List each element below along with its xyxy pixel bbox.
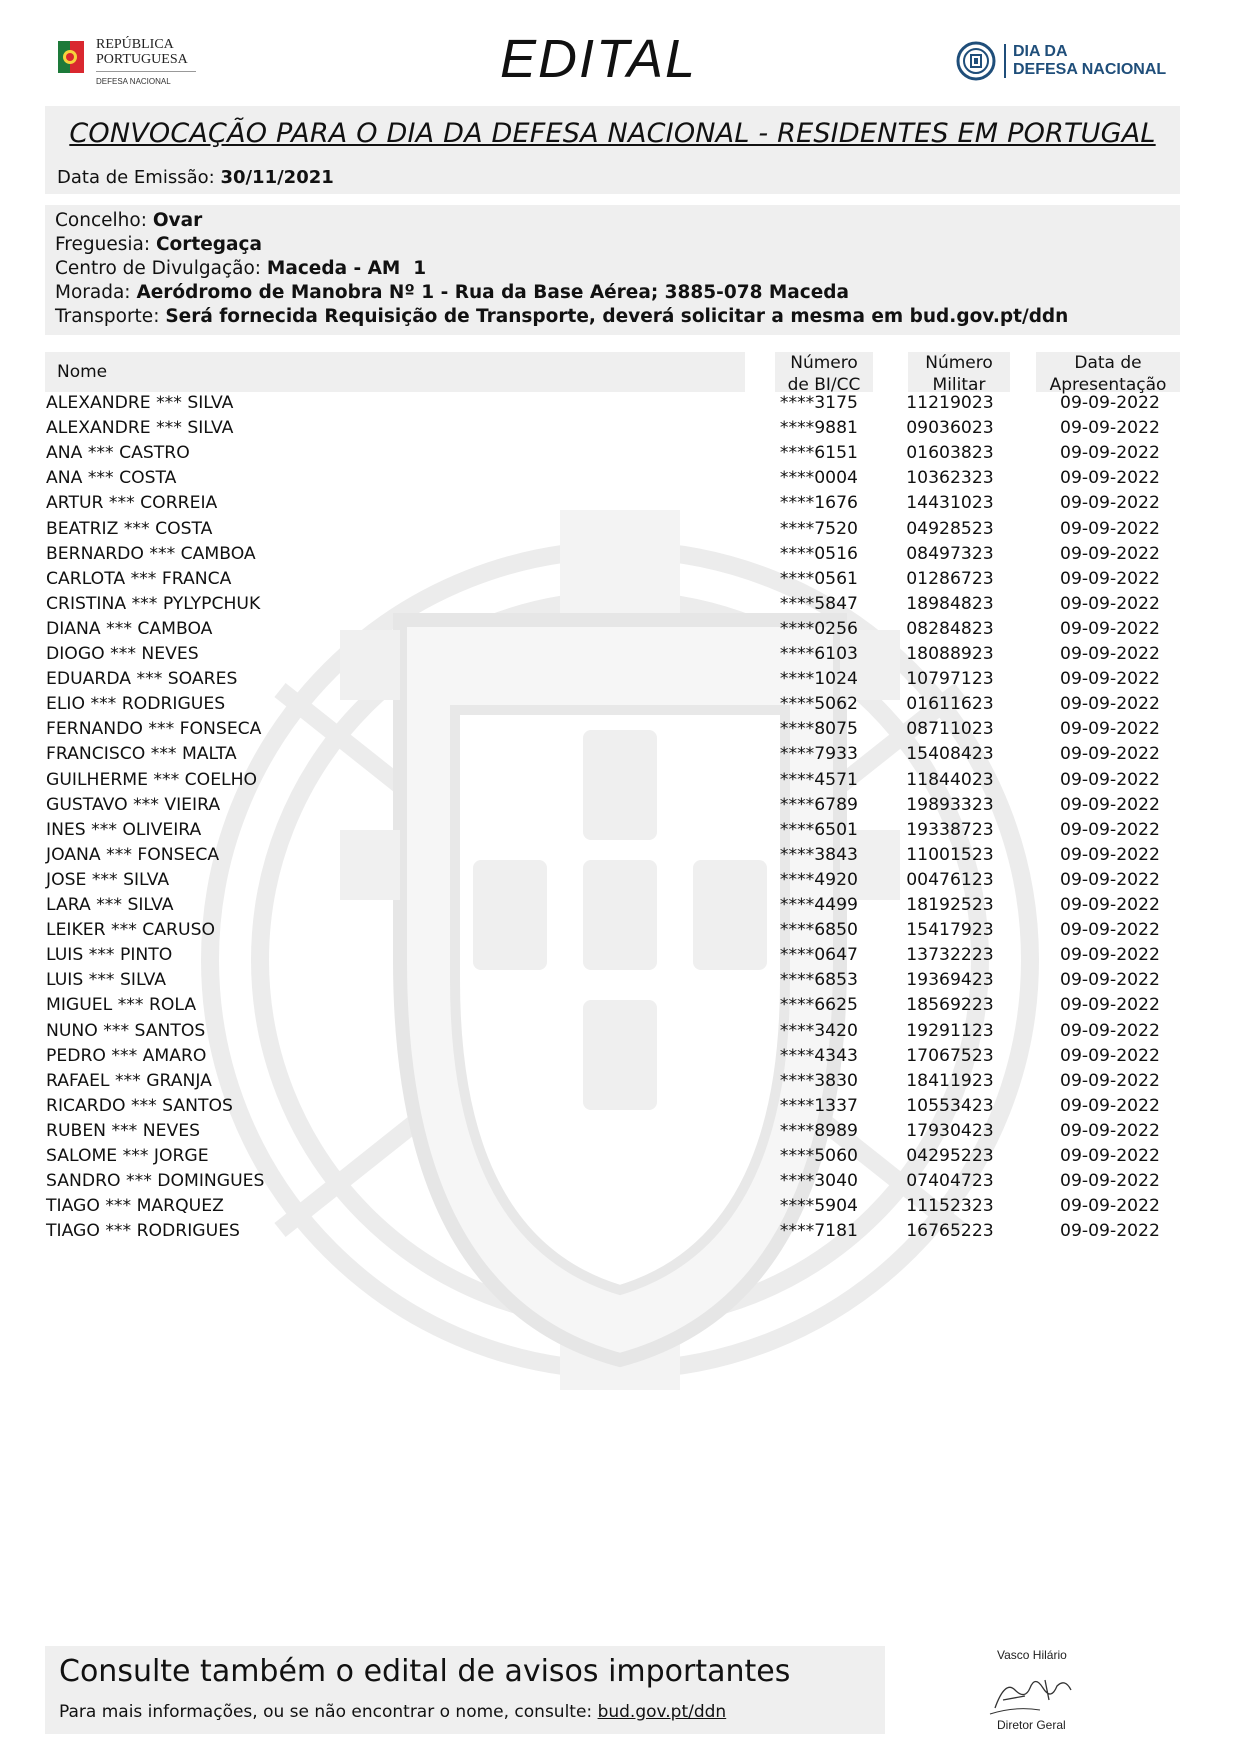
ddn-line2: DEFESA NACIONAL (1013, 61, 1167, 78)
militar-cell: 10362323 (906, 468, 994, 489)
militar-cell: 18088923 (906, 644, 994, 664)
date-cell: 09-09-2022 (1060, 1020, 1160, 1041)
name-cell: LEIKER *** CARUSO (46, 920, 216, 941)
mais-info-line (59, 1702, 726, 1722)
militar-cell: 15417923 (906, 920, 994, 941)
centro-label: Centro de Divulgação: (55, 258, 262, 279)
militar-cell: 13732223 (906, 945, 994, 966)
republica-portuguesa-logo (58, 35, 208, 93)
bi-cell: ****6853 (779, 970, 858, 991)
name-cell: NUNO *** SANTOS (46, 1020, 206, 1041)
bi-cell: ****3040 (779, 1171, 858, 1192)
table-row (0, 1144, 1240, 1169)
militar-cell: 17930423 (906, 1120, 994, 1141)
name-cell: DIOGO *** NEVES (46, 644, 199, 664)
date-cell: 09-09-2022 (1060, 995, 1160, 1016)
date-cell: 09-09-2022 (1060, 794, 1160, 815)
morada-label: Morada: (55, 282, 131, 303)
header-militar (908, 352, 1010, 395)
footer-panel (45, 1646, 885, 1734)
bi-cell: ****6501 (779, 819, 858, 840)
date-cell: 09-09-2022 (1060, 1171, 1160, 1192)
header-bi-line1: Número (790, 353, 858, 373)
militar-cell: 01286723 (906, 568, 994, 589)
name-cell: FERNANDO *** FONSECA (46, 719, 262, 740)
militar-cell: 18569223 (906, 995, 994, 1016)
date-cell: 09-09-2022 (1060, 543, 1160, 564)
militar-cell: 18984823 (906, 593, 994, 614)
bi-cell: ****0561 (779, 568, 858, 589)
table-row (0, 717, 1240, 742)
name-cell: EDUARDA *** SOARES (46, 669, 238, 690)
table-row (0, 542, 1240, 567)
date-cell: 09-09-2022 (1060, 493, 1160, 514)
transporte-value: Será fornecida Requisição de Transporte, deverá solicitar a mesma em bud.gov.pt/ddn (165, 306, 1069, 327)
table-row (0, 642, 1240, 667)
emission-value: 30/11/2021 (220, 167, 334, 188)
concelho-line (55, 210, 202, 231)
morada-value: Aeródromo de Manobra Nº 1 - Rua da Base Aérea; 3885-078 Maceda (136, 282, 850, 303)
header-date-line2: Apresentação (1049, 375, 1167, 395)
date-cell: 09-09-2022 (1060, 694, 1160, 715)
table-row (0, 893, 1240, 918)
militar-cell: 11219023 (906, 393, 994, 413)
name-cell: LUIS *** PINTO (46, 945, 173, 966)
name-cell: ALEXANDRE *** SILVA (46, 393, 234, 413)
transporte-label: Transporte: (55, 306, 160, 327)
table-row (0, 868, 1240, 893)
bi-cell: ****5904 (779, 1196, 858, 1217)
bi-cell: ****6151 (779, 443, 858, 464)
bi-cell: ****1024 (779, 669, 858, 690)
name-cell: GUSTAVO *** VIEIRA (46, 794, 221, 815)
name-cell: LUIS *** SILVA (46, 970, 167, 991)
bi-cell: ****4499 (779, 895, 858, 915)
date-cell: 09-09-2022 (1060, 593, 1160, 614)
header-date-line1: Data de (1074, 353, 1142, 373)
table-row (0, 1169, 1240, 1194)
header-militar-line2: Militar (932, 375, 986, 395)
name-cell: INES *** OLIVEIRA (46, 819, 202, 840)
table-row (0, 491, 1240, 516)
date-cell: 09-09-2022 (1060, 669, 1160, 690)
ddn-line1: DIA DA (1013, 43, 1068, 60)
bi-cell: ****5062 (779, 694, 858, 715)
date-cell: 09-09-2022 (1060, 970, 1160, 991)
name-cell: BERNARDO *** CAMBOA (46, 543, 256, 564)
bi-cell: ****6103 (779, 644, 858, 664)
militar-cell: 11001523 (906, 844, 994, 865)
date-cell: 09-09-2022 (1060, 1196, 1160, 1217)
name-cell: PEDRO *** AMARO (46, 1045, 207, 1066)
militar-cell: 07404723 (906, 1171, 994, 1192)
date-cell: 09-09-2022 (1060, 920, 1160, 941)
republica-sub: DEFESA NACIONAL (96, 77, 171, 86)
table-row (0, 466, 1240, 491)
date-cell: 09-09-2022 (1060, 468, 1160, 489)
name-cell: TIAGO *** RODRIGUES (46, 1221, 240, 1242)
militar-cell: 18411923 (906, 1070, 994, 1091)
bi-cell: ****3830 (779, 1070, 858, 1091)
table-row (0, 1119, 1240, 1144)
name-cell: BEATRIZ *** COSTA (46, 518, 213, 539)
name-cell: ANA *** COSTA (46, 468, 177, 489)
bi-cell: ****8989 (779, 1120, 858, 1141)
militar-cell: 01611623 (906, 694, 994, 715)
portugal-flag-icon (58, 37, 86, 77)
date-cell: 09-09-2022 (1060, 518, 1160, 539)
date-cell: 09-09-2022 (1060, 844, 1160, 865)
bi-cell: ****6789 (779, 794, 858, 815)
table-row (0, 1219, 1240, 1244)
militar-cell: 19338723 (906, 819, 994, 840)
dia-defesa-nacional-logo (955, 40, 1195, 90)
date-cell: 09-09-2022 (1060, 895, 1160, 915)
date-cell: 09-09-2022 (1060, 618, 1160, 639)
table-row (0, 742, 1240, 767)
bi-cell: ****1676 (779, 493, 858, 514)
convocacao-title: CONVOCAÇÃO PARA O DIA DA DEFESA NACIONAL - RESIDENTES EM PORTUGAL (69, 118, 1156, 149)
date-cell: 09-09-2022 (1060, 1146, 1160, 1166)
militar-cell: 08497323 (906, 543, 994, 564)
table-row (0, 692, 1240, 717)
date-cell: 09-09-2022 (1060, 945, 1160, 966)
freguesia-label: Freguesia: (55, 234, 151, 255)
table-row (0, 416, 1240, 441)
morada-line (55, 282, 849, 303)
militar-cell: 17067523 (906, 1045, 994, 1066)
date-cell: 09-09-2022 (1060, 1120, 1160, 1141)
table-row (0, 993, 1240, 1018)
header-bi (775, 352, 873, 395)
name-cell: CARLOTA *** FRANCA (46, 568, 232, 589)
table-row (0, 768, 1240, 793)
consulte-heading: Consulte também o edital de avisos importantes (59, 1654, 791, 1689)
table-row (0, 1044, 1240, 1069)
bi-cell: ****7181 (779, 1221, 858, 1242)
header-nome (45, 352, 745, 392)
table-row (0, 1194, 1240, 1219)
date-cell: 09-09-2022 (1060, 568, 1160, 589)
bi-cell: ****8075 (779, 719, 858, 740)
header-nome-label: Nome (57, 362, 108, 382)
name-cell: LARA *** SILVA (46, 895, 174, 915)
centro-value: Maceda - AM 1 (266, 258, 427, 279)
militar-cell: 10553423 (906, 1095, 994, 1116)
signer-title: Diretor Geral (997, 1718, 1066, 1732)
date-cell: 09-09-2022 (1060, 443, 1160, 464)
militar-cell: 00476123 (906, 869, 994, 890)
name-cell: RAFAEL *** GRANJA (46, 1070, 212, 1091)
emission-label: Data de Emissão: (57, 167, 215, 188)
name-cell: JOSE *** SILVA (46, 869, 170, 890)
freguesia-line (55, 234, 262, 255)
date-cell: 09-09-2022 (1060, 393, 1160, 413)
bi-cell: ****5847 (779, 593, 858, 614)
table-row (0, 592, 1240, 617)
header-date (1036, 352, 1180, 395)
table-row (0, 843, 1240, 868)
date-cell: 09-09-2022 (1060, 1045, 1160, 1066)
date-cell: 09-09-2022 (1060, 1095, 1160, 1116)
bi-cell: ****3420 (779, 1020, 858, 1041)
defesa-emblem-icon (955, 40, 997, 82)
republica-line1: REPÚBLICA (96, 37, 174, 52)
bi-cell: ****7520 (779, 518, 858, 539)
name-cell: DIANA *** CAMBOA (46, 618, 213, 639)
name-cell: SALOME *** JORGE (46, 1146, 209, 1166)
militar-cell: 09036023 (906, 418, 994, 439)
transporte-line (55, 306, 1068, 327)
name-cell: RUBEN *** NEVES (46, 1120, 200, 1141)
bi-cell: ****5060 (779, 1146, 858, 1166)
table-row (0, 1094, 1240, 1119)
table-row (0, 918, 1240, 943)
centro-line (55, 258, 426, 279)
bi-cell: ****4920 (779, 869, 858, 890)
date-cell: 09-09-2022 (1060, 644, 1160, 664)
table-row (0, 968, 1240, 993)
militar-cell: 10797123 (906, 669, 994, 690)
table-row (0, 617, 1240, 642)
bi-cell: ****3843 (779, 844, 858, 865)
bi-cell: ****0647 (779, 945, 858, 966)
bi-cell: ****6625 (779, 995, 858, 1016)
header-bi-line2: de BI/CC (787, 375, 861, 395)
republica-line2: PORTUGUESA (96, 52, 188, 67)
name-cell: TIAGO *** MARQUEZ (46, 1196, 224, 1217)
name-cell: GUILHERME *** COELHO (46, 769, 258, 790)
concelho-label: Concelho: (55, 210, 147, 231)
table-row (0, 391, 1240, 416)
name-cell: ELIO *** RODRIGUES (46, 694, 226, 715)
name-cell: FRANCISCO *** MALTA (46, 744, 237, 765)
date-cell: 09-09-2022 (1060, 719, 1160, 740)
freguesia-value: Cortegaça (155, 234, 262, 255)
name-cell: ALEXANDRE *** SILVA (46, 418, 234, 439)
date-cell: 09-09-2022 (1060, 869, 1160, 890)
bi-cell: ****0516 (779, 543, 858, 564)
name-cell: SANDRO *** DOMINGUES (46, 1171, 265, 1192)
militar-cell: 01603823 (906, 443, 994, 464)
table-row (0, 667, 1240, 692)
concelho-value: Ovar (152, 210, 203, 231)
militar-cell: 08284823 (906, 618, 994, 639)
date-cell: 09-09-2022 (1060, 744, 1160, 765)
militar-cell: 19291123 (906, 1020, 994, 1041)
date-cell: 09-09-2022 (1060, 769, 1160, 790)
name-cell: JOANA *** FONSECA (46, 844, 220, 865)
militar-cell: 15408423 (906, 744, 994, 765)
table-row (0, 818, 1240, 843)
bi-cell: ****9881 (779, 418, 858, 439)
bi-cell: ****7933 (779, 744, 858, 765)
name-cell: ANA *** CASTRO (46, 443, 190, 464)
militar-cell: 14431023 (906, 493, 994, 514)
bi-cell: ****1337 (779, 1095, 858, 1116)
date-cell: 09-09-2022 (1060, 1070, 1160, 1091)
table-row (0, 567, 1240, 592)
name-cell: RICARDO *** SANTOS (46, 1095, 233, 1116)
bud-link[interactable]: bud.gov.pt/ddn (597, 1702, 727, 1722)
bi-cell: ****4343 (779, 1045, 858, 1066)
handwritten-signature (985, 1660, 1095, 1718)
table-row (0, 1019, 1240, 1044)
table-row (0, 441, 1240, 466)
militar-cell: 18192523 (906, 895, 994, 915)
date-cell: 09-09-2022 (1060, 418, 1160, 439)
militar-cell: 04295223 (906, 1146, 994, 1166)
bi-cell: ****6850 (779, 920, 858, 941)
militar-cell: 19893323 (906, 794, 994, 815)
bi-cell: ****4571 (779, 769, 858, 790)
signature-block (985, 1648, 1125, 1738)
date-cell: 09-09-2022 (1060, 1221, 1160, 1242)
militar-cell: 11844023 (906, 769, 994, 790)
militar-cell: 08711023 (906, 719, 994, 740)
militar-cell: 19369423 (906, 970, 994, 991)
table-row (0, 1069, 1240, 1094)
convocacao-panel (45, 106, 1180, 194)
location-info-panel (45, 205, 1180, 335)
name-cell: MIGUEL *** ROLA (46, 995, 197, 1016)
mais-info-text: Para mais informações, ou se não encontrar o nome, consulte: (59, 1702, 593, 1722)
name-cell: ARTUR *** CORREIA (46, 493, 218, 514)
militar-cell: 04928523 (906, 518, 994, 539)
bi-cell: ****0256 (779, 618, 858, 639)
table-row (0, 793, 1240, 818)
table-row (0, 517, 1240, 542)
page-title: EDITAL (500, 29, 698, 89)
militar-cell: 11152323 (906, 1196, 994, 1217)
militar-cell: 16765223 (906, 1221, 994, 1242)
bi-cell: ****3175 (779, 393, 858, 413)
bi-cell: ****0004 (779, 468, 858, 489)
table-row (0, 943, 1240, 968)
signer-name: Vasco Hilário (997, 1648, 1067, 1662)
date-cell: 09-09-2022 (1060, 819, 1160, 840)
name-cell: CRISTINA *** PYLYPCHUK (46, 593, 261, 614)
header-militar-line1: Número (925, 353, 993, 373)
emission-date (57, 167, 334, 188)
